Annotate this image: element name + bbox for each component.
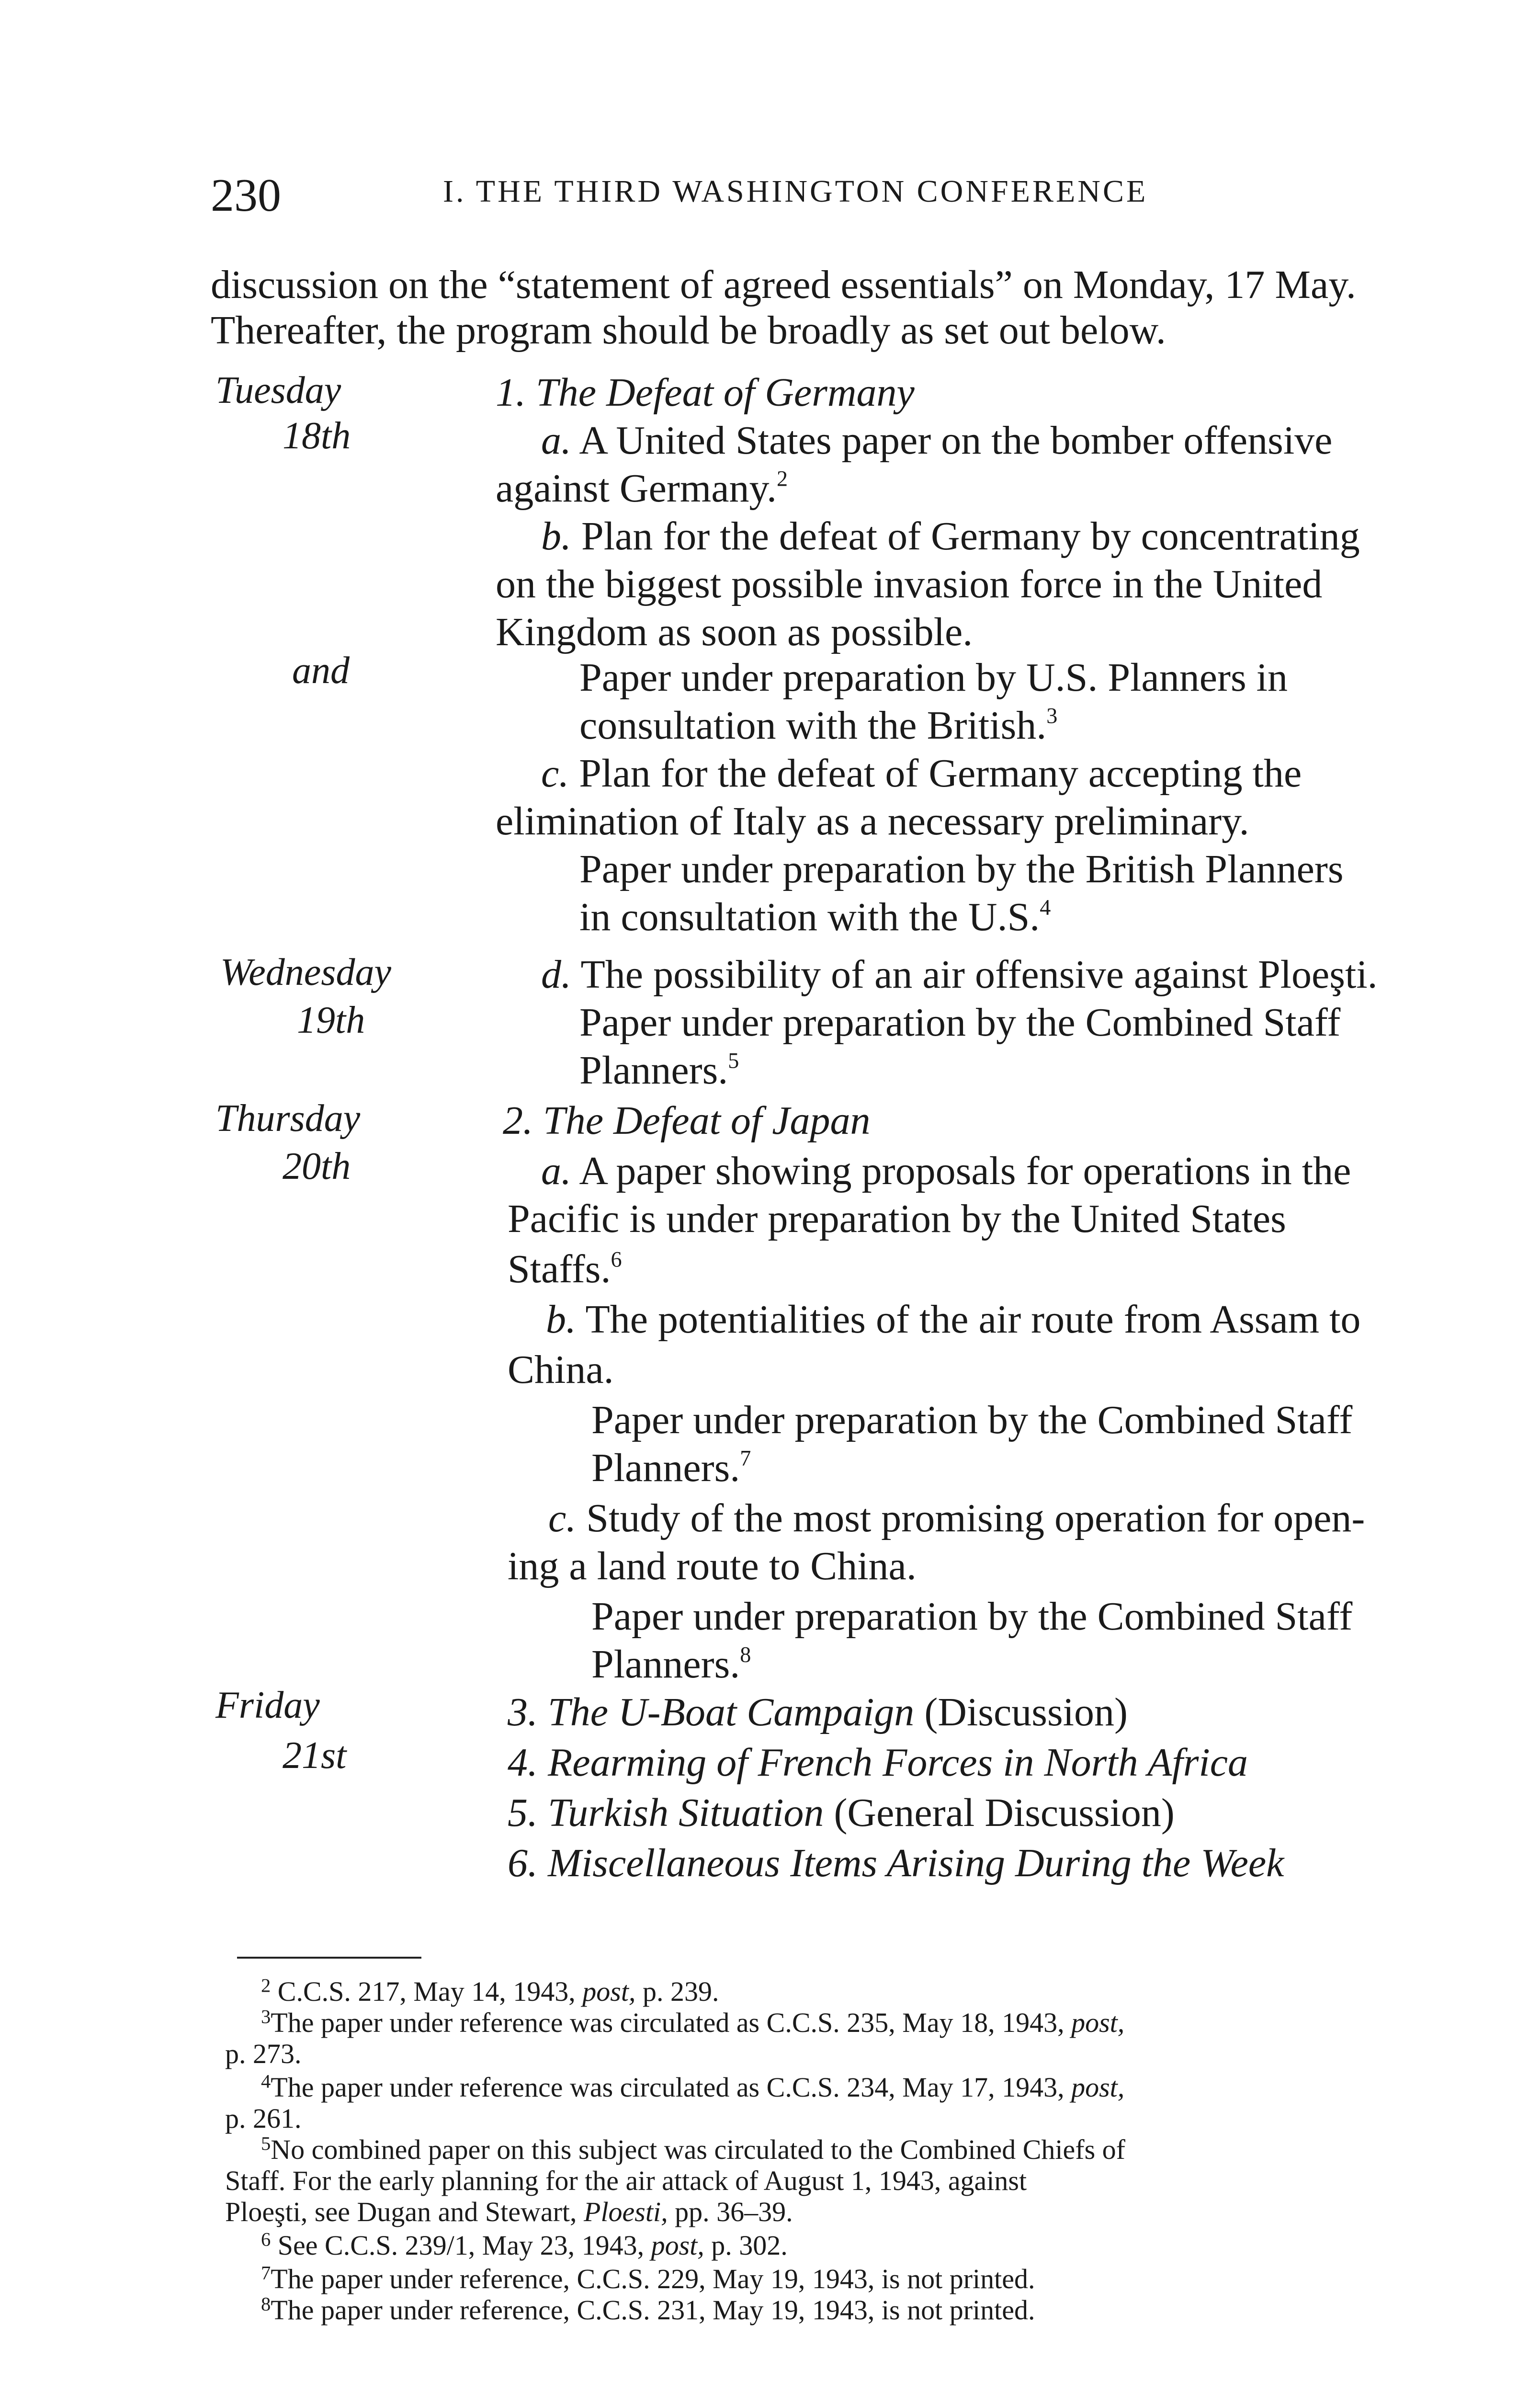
item-text: Planners.	[591, 1642, 740, 1687]
item-1c-line-1	[541, 750, 1302, 798]
footnote-text: The paper under reference was circulated as C.C.S. 234, May 17, 1943,	[271, 2072, 1072, 2103]
day-thursday-date: 20th	[283, 1145, 351, 1187]
footnote-text: The paper under reference, C.C.S. 231, May 19, 1943, is not printed.	[271, 2294, 1035, 2326]
day-thursday: Thursday	[215, 1097, 361, 1140]
footnote-ref: 2	[777, 466, 788, 491]
item-2c-line-2: ing a land route to China.	[508, 1544, 917, 1588]
item-label: b.	[546, 1297, 576, 1342]
section-1-heading: 1. The Defeat of Germany	[496, 370, 915, 415]
item-text: Study of the most promising operation for open-	[576, 1496, 1365, 1540]
footnote-divider	[237, 1957, 421, 1959]
intro-line-2: Thereafter, the program should be broadly as set out below.	[211, 308, 1166, 353]
footnote-number: 2	[261, 1974, 271, 1996]
footnote-text: The paper under reference was circulated as C.C.S. 235, May 18, 1943,	[271, 2007, 1072, 2038]
item-text: The potentialities of the air route from Assam to	[576, 1297, 1361, 1342]
footnote-text: post,	[1071, 2007, 1125, 2038]
item-text: A United States paper on the bomber offensive	[571, 418, 1333, 463]
footnote-2	[261, 1976, 719, 2007]
page-number: 230	[211, 170, 281, 221]
section-2-heading: 2. The Defeat of Japan	[503, 1098, 871, 1143]
footnote-number: 4	[261, 2070, 271, 2092]
footnote-text: Ploeşti, see Dugan and Stewart,	[225, 2196, 584, 2227]
item-2a-line-2: Pacific is under preparation by the United States	[508, 1197, 1286, 1241]
footnote-8	[261, 2294, 1035, 2326]
footnote-6	[261, 2230, 788, 2261]
item-label: a.	[541, 418, 571, 463]
item-2b-line-2: China.	[508, 1347, 614, 1392]
item-2c-paper-line-2	[591, 1641, 751, 1688]
footnote-text: post,	[651, 2230, 704, 2261]
item-2c-paper-line-1: Paper under preparation by the Combined Staff	[591, 1594, 1353, 1639]
item-text: A paper showing proposals for operations in the	[571, 1149, 1351, 1193]
footnote-text: p. 239.	[635, 1976, 719, 2007]
item-text: Staffs.	[508, 1247, 611, 1291]
section-note: (Discussion)	[914, 1690, 1128, 1734]
footnote-text: pp. 36–39.	[668, 2196, 793, 2227]
footnote-ref: 8	[740, 1642, 751, 1667]
footnote-text: See C.C.S. 239/1, May 23, 1943,	[271, 2230, 651, 2261]
intro-line-1: discussion on the “statement of agreed essentials” on Monday, 17 May.	[211, 262, 1356, 307]
item-1b-line-3: Kingdom as soon as possible.	[496, 610, 973, 654]
footnote-text: C.C.S. 217, May 14, 1943,	[271, 1976, 583, 2007]
section-title: 3. The U-Boat Campaign	[508, 1690, 915, 1734]
footnote-7	[261, 2263, 1035, 2295]
item-1b-line-2: on the biggest possible invasion force in the United	[496, 562, 1323, 606]
item-1c-paper-line-1: Paper under preparation by the British Planners	[579, 847, 1344, 891]
footnote-ref: 7	[740, 1446, 751, 1471]
item-1d-paper-line-1: Paper under preparation by the Combined Staff	[579, 1000, 1341, 1045]
item-1b-line-1	[541, 513, 1360, 560]
item-1a-line-2	[496, 465, 788, 513]
footnote-number: 8	[261, 2293, 271, 2315]
item-label: c.	[541, 751, 569, 796]
running-header: I. THE THIRD WASHINGTON CONFERENCE	[443, 174, 1148, 209]
day-and: and	[292, 650, 350, 692]
item-2b-paper-line-2	[591, 1444, 751, 1492]
item-text: in consultation with the U.S.	[579, 895, 1040, 939]
item-1b-paper-line-2	[579, 702, 1057, 750]
footnote-text: Ploesti,	[584, 2196, 668, 2227]
item-text: Planners.	[591, 1446, 740, 1490]
footnote-5-line-2: Staff. For the early planning for the air attack of August 1, 1943, against	[225, 2165, 1027, 2196]
section-title: 5. Turkish Situation	[508, 1791, 824, 1835]
item-1a-line-1	[541, 417, 1332, 465]
section-4-heading: 4. Rearming of French Forces in North Africa	[508, 1740, 1248, 1785]
day-tuesday: Tuesday	[215, 369, 341, 411]
footnote-number: 7	[261, 2262, 271, 2284]
item-text: consultation with the British.	[579, 703, 1047, 748]
footnote-4	[261, 2072, 1124, 2103]
day-friday-date: 21st	[283, 1734, 347, 1777]
footnote-text: p. 302.	[704, 2230, 788, 2261]
section-6-heading: 6. Miscellaneous Items Arising During the Week	[508, 1841, 1284, 1885]
item-text: against Germany.	[496, 466, 777, 511]
item-1d-paper-line-2	[579, 1047, 739, 1095]
item-text: Planners.	[579, 1048, 728, 1093]
item-1d-line-1	[541, 951, 1378, 999]
footnote-number: 6	[261, 2228, 271, 2250]
item-1c-line-2: elimination of Italy as a necessary preliminary.	[496, 799, 1249, 844]
day-friday: Friday	[215, 1684, 320, 1726]
item-2b-line-1	[546, 1296, 1360, 1344]
footnote-ref: 5	[728, 1048, 739, 1073]
item-label: d.	[541, 952, 571, 997]
item-2b-paper-line-1: Paper under preparation by the Combined Staff	[591, 1398, 1353, 1442]
day-wednesday: Wednesday	[220, 951, 391, 993]
item-text: Plan for the defeat of Germany accepting the	[569, 751, 1302, 796]
day-tuesday-date: 18th	[283, 415, 351, 457]
footnote-text: post,	[1071, 2072, 1125, 2103]
footnote-ref: 6	[611, 1247, 622, 1272]
item-1c-paper-line-2	[579, 893, 1051, 941]
footnote-ref: 3	[1046, 703, 1058, 728]
item-2a-line-1	[541, 1147, 1351, 1195]
footnote-number: 5	[261, 2133, 271, 2155]
item-text: Plan for the defeat of Germany by concentrating	[571, 514, 1360, 559]
footnote-ref: 4	[1040, 895, 1051, 920]
day-wednesday-date: 19th	[297, 999, 365, 1041]
item-label: c.	[548, 1496, 577, 1540]
footnote-text: post,	[582, 1976, 636, 2007]
footnote-number: 3	[261, 2006, 271, 2028]
item-1b-paper-line-1: Paper under preparation by U.S. Planners in	[579, 655, 1288, 700]
section-note: (General Discussion)	[824, 1791, 1175, 1835]
item-label: a.	[541, 1149, 571, 1193]
footnote-text: The paper under reference, C.C.S. 229, May 19, 1943, is not printed.	[271, 2263, 1035, 2294]
footnote-4-cont: p. 261.	[225, 2103, 302, 2134]
section-5-heading	[508, 1789, 1175, 1837]
footnote-3	[261, 2007, 1124, 2039]
item-2c-line-1	[548, 1494, 1365, 1542]
footnote-5	[261, 2134, 1125, 2166]
item-text: The possibility of an air offensive against Ploeşti.	[571, 952, 1378, 997]
footnote-5-line-3	[225, 2196, 793, 2228]
item-2a-line-3	[508, 1245, 622, 1293]
footnote-text: No combined paper on this subject was circulated to the Combined Chiefs of	[271, 2134, 1125, 2165]
footnote-3-cont: p. 273.	[225, 2038, 302, 2069]
section-3-heading	[508, 1688, 1128, 1736]
item-label: b.	[541, 514, 571, 559]
